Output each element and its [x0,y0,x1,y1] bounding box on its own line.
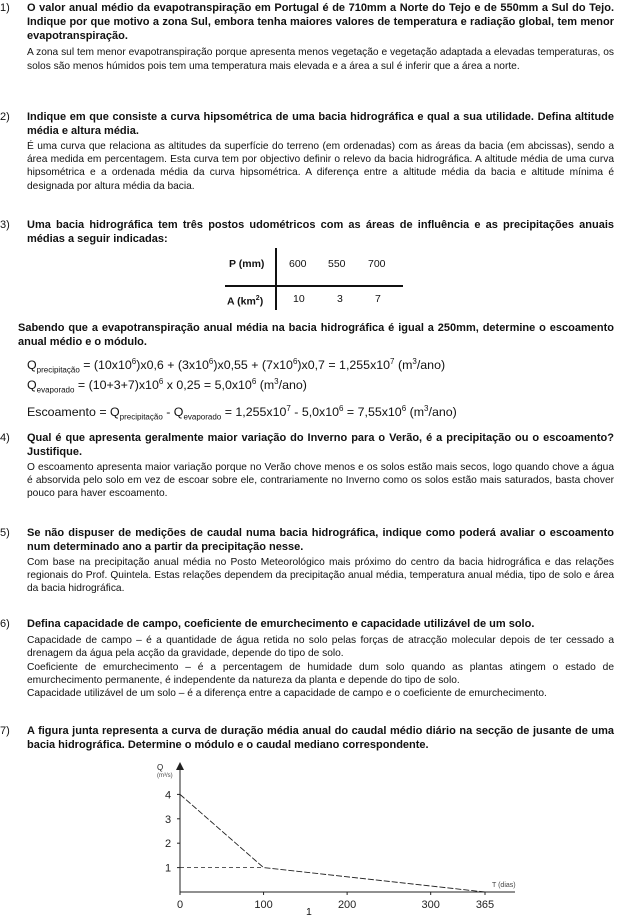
x-axis-label: T (dias) [492,882,516,889]
question-text: Defina capacidade de campo, coeficiente de emurchecimento e capacidade utilizável de um solo. [27,618,535,630]
question-7 [0,725,614,753]
x-tick-label: 0 [176,899,184,912]
y-tick-label: 2 [165,838,172,851]
question-2 [0,111,614,193]
x-tick-label: 365 [475,899,495,912]
question-3 [0,219,614,247]
table-row-label: P (mm) [229,258,265,270]
series-line [180,794,485,892]
question-6 [0,618,614,701]
table-divider-horizontal [225,285,403,287]
question-text: Se não dispuser de medições de caudal numa bacia hidrográfica, indique como poderá avaliar o escoamento num determinado ano a partir da precipitação nesse. [27,527,614,553]
formula-runoff: Escoamento = $Q_{precipitação} - Q_{evaporado} = 1,255x10^7 - 5,0x10^6 = 7,55x10^6$ $(m^3/ano)$ [27,404,457,422]
answer-paragraph: Capacidade utilizável de um solo – é a diferença entre a capacidade de campo e o coeficiente de emurchecimento. [27,688,547,700]
x-tick-label: 100 [254,899,273,912]
answer-text [27,461,614,501]
question-number: 7) [0,725,10,737]
answer-text [27,556,614,596]
y-axis-arrow [176,762,184,770]
table-cell: 10 [293,293,305,305]
table-cell: 550 [328,258,346,270]
x-tick-label: 200 [337,899,357,912]
y-axis-label: Q [157,763,164,772]
formula-precipitation: $Q_{precipitação} = (10x10^6)x0,6 + (3x10^6)x0,55 + (7x10^6)x0,7 = 1,255x10^7$ $(m^3/ano)$ [27,357,446,375]
table-cell: 3 [337,293,343,305]
question-4 [0,432,614,501]
question-number: 3) [0,219,10,231]
question-number: 5) [0,527,10,539]
question-text: O valor anual médio da evapotranspiração em Portugal é de 710mm a Norte do Tejo e de 550mm a Sul do Tejo. Indique por que motivo a zona Sul, embora tenha maiores valores de temperatura e radiação global, tem menor evapotranspiração. [27,2,614,42]
formula-evaporated: $Q_{evaporado} = (10+3+7)x10^6$ x $0,25 = 5,0x10^6$ $(m^3/ano)$ [27,377,307,395]
answer-paragraph: Coeficiente de emurchecimento – é a percentagem de humidade dum solo quando as plantas atingem o estado de emurchecimento permanente, é independente da natureza da planta e depende do tipo de solo. [27,661,614,687]
table-cell: 600 [289,258,307,270]
table-cell: 7 [375,293,381,305]
answer-text [27,634,614,701]
question-text: A figura junta representa a curva de duração média anual do caudal médio diário na secção de jusante de uma bacia hidrográfica. Determine o módulo e o caudal mediano correspondente. [27,725,614,751]
duration-curve-chart [145,760,525,912]
question-number: 6) [0,618,10,630]
answer-paragraph: O escoamento apresenta maior variação porque no Verão chove menos e os solos estão mais secos, logo quando chove a água é absorvida pelo solo em vez de escoar sobre ele, contrariamente no Inverno como os solos estão mais saturados, basta chover pouco para haver escoamento. [27,461,614,500]
question-text: Uma bacia hidrográfica tem três postos udométricos com as áreas de influência e as precipitações anuais médias a seguir indicadas: [27,219,614,245]
answer-paragraph: A zona sul tem menor evapotranspiração porque apresenta menos vegetação e vegetação adaptada a elevadas temperaturas, os solos são menos húmidos pois tem uma temperatura mais elevada e a área a sul é inferir que a área a norte. [27,47,614,72]
question-number: 4) [0,432,10,444]
page-number: 1 [306,906,312,918]
answer-paragraph: É uma curva que relaciona as altitudes da superfície do terreno (em ordenadas) com as áreas da bacia (em abcissas), sendo a área medida em percentagem. Esta curva tem por objectivo definir o relevo da bacia hidrográfica. A altitude média de uma curva hipsométrica e a ordenada média da curva hipsométrica. A diferença entre a altitude média da bacia e altitude mínima é designada por altura média da bacia. [27,140,614,192]
answer-text [27,140,614,194]
question-number: 1) [0,2,10,14]
y-axis-unit: (m³/s) [157,773,173,779]
x-tick-label: 300 [421,899,440,912]
question-text: Qual é que apresenta geralmente maior variação do Inverno para o Verão, é a precipitação ou o escoamento? Justifique. [27,432,614,458]
question-text: Indique em que consiste a curva hipsométrica de uma bacia hidrográfica e qual a sua utilidade. Defina altitude média e altura média. [27,111,614,137]
table-divider-vertical [275,248,277,310]
y-tick-label: 4 [165,789,172,802]
table-row-label: A $(km^2)$ [227,295,264,308]
answer-paragraph: Com base na precipitação anual média no Posto Meteorológico mais próximo do centro da bacia hidrográfica e das relações regionais do Prof. Quintela. Estas relações dependem da precipitação anual média, temperatura anual média, tipo de solo e área da bacia hidrográfica. [27,556,614,595]
question-3-subquestion: Sabendo que a evapotranspiração anual média na bacia hidrográfica é igual a 250mm, determine o escoamento anual médio e o módulo. [18,322,614,348]
answer-text [27,46,614,73]
y-tick-label: 1 [165,862,172,875]
question-1 [0,2,614,73]
answer-paragraph: Capacidade de campo – é a quantidade de água retida no solo pelas forças de atracção molecular depois de ter cessado a drenagem da água pela acção da gravidade, depende do tipo de solo. [27,634,614,660]
precipitation-table [225,254,405,320]
table-cell: 700 [368,258,386,270]
y-tick-label: 3 [165,813,172,826]
question-number: 2) [0,111,10,123]
question-5 [0,527,614,596]
